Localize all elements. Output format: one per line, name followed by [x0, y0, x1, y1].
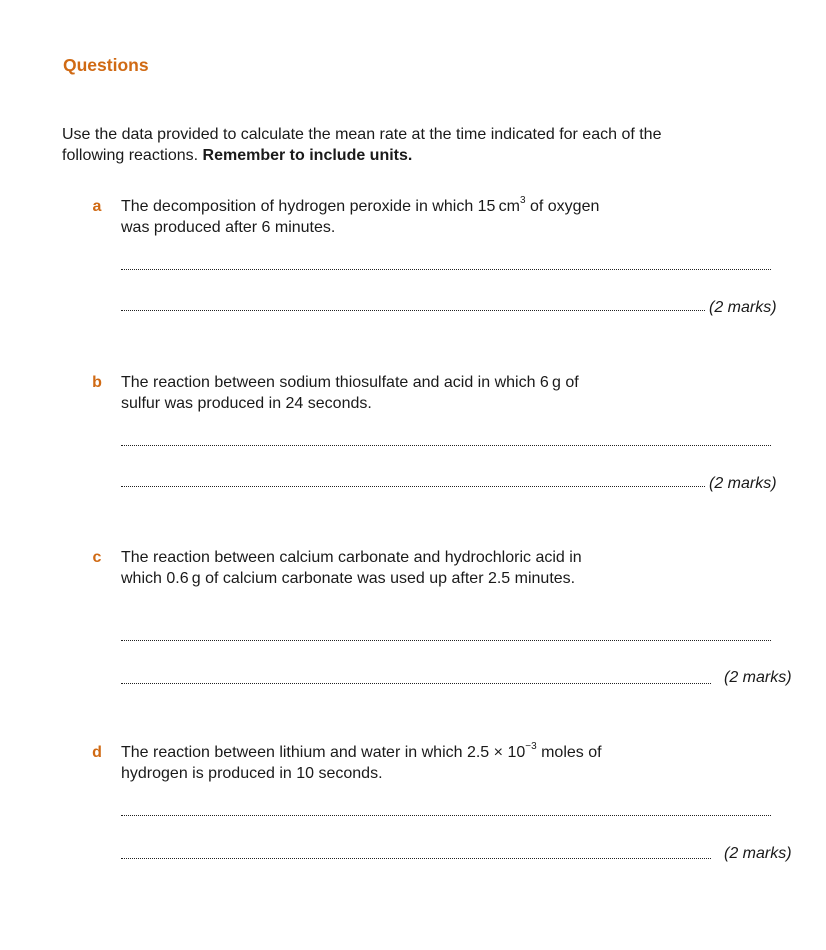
intro-instructions — [62, 124, 762, 166]
question-text-part: The reaction between lithium and water in which 2.5 × 10 — [121, 744, 526, 761]
intro-line-1: Use the data provided to calculate the mean rate at the time indicated for each of the — [62, 126, 662, 143]
answer-line-1[interactable] — [121, 815, 771, 816]
intro-line-2: following reactions. — [62, 147, 199, 164]
intro-emphasis: Remember to include units. — [202, 147, 413, 164]
question-letter: c — [92, 549, 102, 566]
section-heading: Questions — [63, 55, 149, 75]
question-text — [121, 196, 606, 238]
answer-line-1[interactable] — [121, 269, 771, 270]
question-text: The reaction between calcium carbonate and hydrochloric acid in which 0.6 g of calcium carbonate was used up after 2.5 minutes. — [121, 549, 582, 587]
marks-label: (2 marks) — [724, 669, 792, 686]
answer-line-2[interactable] — [121, 310, 705, 311]
question-text-part: of oxygen was produced after 6 minutes. — [121, 198, 600, 236]
question-letter: d — [92, 744, 102, 761]
answer-line-2[interactable] — [121, 858, 711, 859]
marks-label: (2 marks) — [709, 299, 777, 316]
answer-line-2[interactable] — [121, 486, 705, 487]
question-letter: a — [92, 198, 102, 215]
superscript: −3 — [525, 740, 537, 752]
question-text — [121, 742, 611, 784]
question-text-part: moles of hydrogen is produced in 10 seconds. — [121, 744, 602, 782]
answer-line-1[interactable] — [121, 445, 771, 446]
marks-label: (2 marks) — [724, 845, 792, 862]
superscript: 3 — [519, 194, 526, 206]
question-text-part: The decomposition of hydrogen peroxide in which 15 cm — [121, 198, 520, 215]
question-text: The reaction between sodium thiosulfate and acid in which 6 g of sulfur was produced in 24 seconds. — [121, 374, 579, 412]
question-letter: b — [92, 374, 102, 391]
answer-line-1[interactable] — [121, 640, 771, 641]
marks-label: (2 marks) — [709, 475, 777, 492]
answer-line-2[interactable] — [121, 683, 711, 684]
